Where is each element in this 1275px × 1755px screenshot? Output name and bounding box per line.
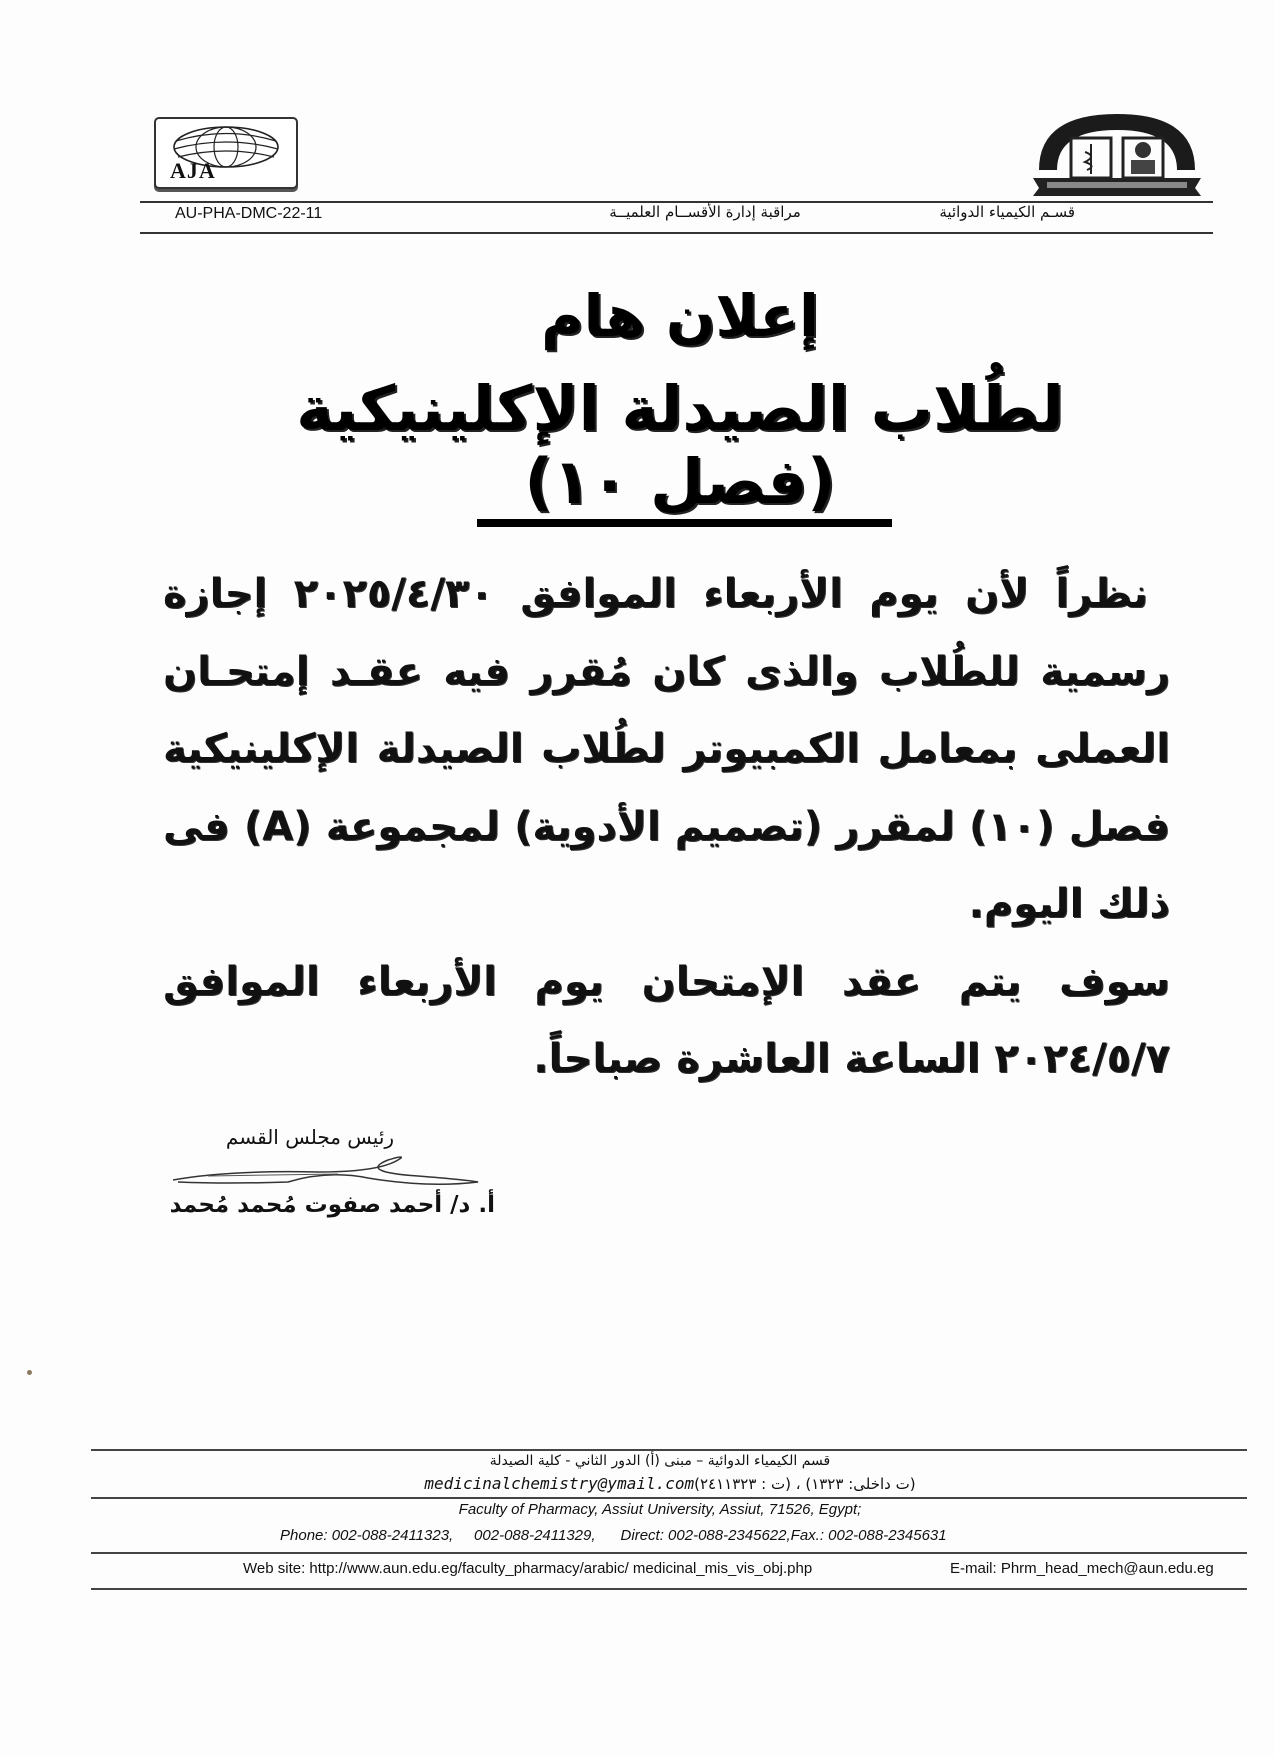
department-label: قسـم الكيمياء الدوائية	[939, 203, 1075, 221]
university-logo	[1027, 110, 1207, 200]
announcement-subtitle: لطُلاب الصيدلة الإكلينيكية (فصل ١٠)	[296, 372, 1064, 518]
header-divider-bottom	[140, 232, 1213, 234]
body-paragraph-2: سوف يتم عقد الإمتحان يوم الأربعاء الموافق ٢٠٢٤/٥/٧ الساعة العاشرة صباحاً.	[163, 958, 1170, 1082]
footer-arabic-address: قسم الكيمياء الدوائية – مبنى (أ) الدور الثاني - كلية الصيدلة	[489, 1453, 831, 1469]
document-code: AU-PHA-DMC-22-11	[175, 205, 323, 222]
footer-divider-3	[91, 1552, 1247, 1554]
footer-email-link[interactable]: E-mail: Phrm_head_mech@aun.edu.eg	[950, 1560, 1214, 1577]
footer-address-en: Faculty of Pharmacy, Assiut University, Assiut, 71526, Egypt;	[458, 1501, 862, 1518]
aja-logo-text: AJA	[170, 158, 216, 183]
footer-phones: Phone: 002-088-2411323, 002-088-2411329, Direct: 002-088-2345622,Fax.: 002-088-2345631	[280, 1527, 947, 1544]
header-center-label: مراقبة إدارة الأقســام العلميــة	[609, 203, 801, 221]
announcement-body	[163, 556, 1170, 1099]
footer-divider-4	[91, 1588, 1247, 1590]
scan-speck	[27, 1370, 32, 1375]
footer-arabic-ext: (ت داخلى: ١٣٢٣) ، (ت : ٢٤١١٣٢٣)	[694, 1475, 916, 1493]
signature-role: رئيس مجلس القسم	[225, 1125, 395, 1149]
footer-divider-1	[91, 1449, 1247, 1451]
signatory-name: أ. د/ أحمد صفوت مُحمد مُحمد	[169, 1192, 495, 1218]
aja-logo	[154, 117, 298, 189]
title-underline	[477, 519, 892, 527]
signature-scribble	[168, 1152, 488, 1192]
footer-arabic-contact	[360, 1474, 980, 1493]
footer-website-link[interactable]: Web site: http://www.aun.edu.eg/faculty_pharmacy/arabic/ medicinal_mis_vis_obj.php	[243, 1560, 813, 1577]
body-paragraph-1: نظراً لأن يوم الأربعاء الموافق ٢٠٢٥/٤/٣٠ إجازة رسمية للطُلاب والذى كان مُقرر فيه عقـد إمتحـان العملى بمعامل الكمبيوتر لطُلاب الصيدلة الإكلينيكية فصل (١٠) لمقرر (تصميم الأدوية) لمجموعة (A) فى ذلك اليوم.	[163, 571, 1171, 927]
announcement-title: إعلان هام	[541, 282, 819, 350]
footer-alt-email[interactable]: medicinalchemistry@ymail.com	[424, 1474, 695, 1493]
footer-divider-2	[91, 1497, 1247, 1499]
